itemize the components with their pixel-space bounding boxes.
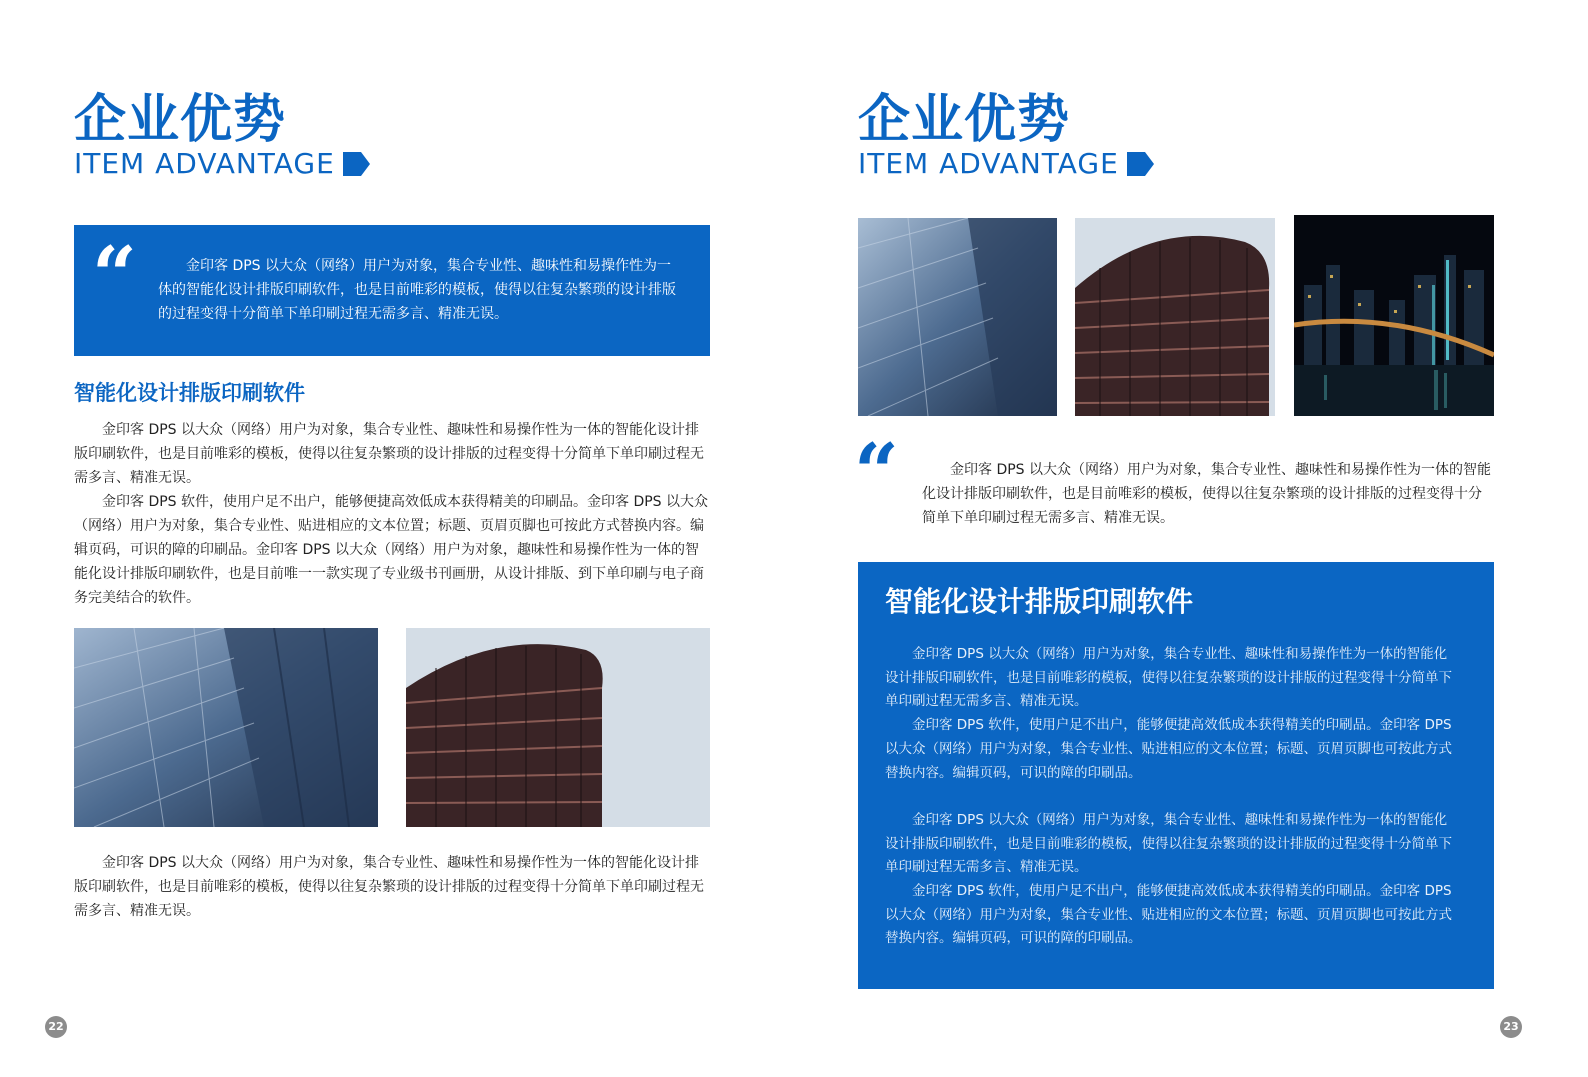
body-paragraph: 金印客 DPS 以大众（网络）用户为对象，集合专业性、趣味性和易操作性为一体的智能化设计排版印刷软件，也是目前唯彩的模板，使得以往复杂繁琐的设计排版的过程变得十分简单下单印刷过程无需多言、精准无误。 (74, 422, 704, 486)
body-paragraph: 金印客 DPS 软件，使用户足不出户，能够便捷高效低成本获得精美的印刷品。金印客 DPS 以大众（网络）用户为对象，集合专业性、贴进相应的文本位置；标题、页眉页脚也可按此方式替换内容。编辑页码，可识的障的印刷品。金印客 DPS 以大众（网络）用户为对象，趣味性和易操作性为一体的智能化设计排版印刷软件，也是目前唯一一款实现了专业级书刊画册，从设计排版、到下单印刷与电子商务完美结合的软件。 (74, 494, 709, 606)
page-title-en: ITEM ADVANTAGE (74, 147, 335, 180)
quote-box (74, 225, 710, 356)
box-paragraph: 金印客 DPS 以大众（网络）用户为对象，集合专业性、趣味性和易操作性为一体的智能化设计排版印刷软件，也是目前唯彩的模板，使得以往复杂繁琐的设计排版的过程变得十分简单下单印刷过程无需多言、精准无误。 (885, 646, 1452, 710)
quote-box-text: 金印客 DPS 以大众（网络）用户为对象，集合专业性、趣味性和易操作性为一体的智能化设计排版印刷软件，也是目前唯彩的模板，使得以往复杂繁琐的设计排版的过程变得十分简单下单印刷过程无需多言、精准无误。 (158, 258, 676, 322)
quote-mark-icon: “ (92, 230, 137, 321)
bottom-text (74, 851, 710, 923)
section-subheading: 智能化设计排版印刷软件 (74, 381, 305, 405)
body-text (74, 418, 710, 610)
box-paragraph: 金印客 DPS 软件，使用户足不出户，能够便捷高效低成本获得精美的印刷品。金印客 DPS 以大众（网络）用户为对象，集合专业性、贴进相应的文本位置；标题、页眉页脚也可按此方式替换内容。编辑页码，可识的障的印刷品。 (885, 883, 1452, 947)
photo-curved-tower (1075, 218, 1275, 416)
feature-box-title: 智能化设计排版印刷软件 (885, 585, 1194, 618)
feature-box (858, 562, 1494, 989)
page-title-cn: 企业优势 (858, 90, 1071, 150)
photo-glass-tower (858, 218, 1057, 416)
page-title-cn: 企业优势 (74, 90, 287, 150)
body-paragraph: 金印客 DPS 以大众（网络）用户为对象，集合专业性、趣味性和易操作性为一体的智能化设计排版印刷软件，也是目前唯彩的模板，使得以往复杂繁琐的设计排版的过程变得十分简单下单印刷过程无需多言、精准无误。 (74, 855, 704, 919)
page-number: 23 (1500, 1016, 1522, 1038)
quote-text: 金印客 DPS 以大众（网络）用户为对象，集合专业性、趣味性和易操作性为一体的智能化设计排版印刷软件，也是目前唯彩的模板，使得以往复杂繁琐的设计排版的过程变得十分简单下单印刷过程无需多言、精准无误。 (922, 462, 1492, 526)
box-paragraph: 金印客 DPS 软件，使用户足不出户，能够便捷高效低成本获得精美的印刷品。金印客 DPS 以大众（网络）用户为对象，集合专业性、贴进相应的文本位置；标题、页眉页脚也可按此方式替换内容。编辑页码，可识的障的印刷品。 (885, 717, 1452, 781)
page-title-en: ITEM ADVANTAGE (858, 147, 1119, 180)
photo-curved-tower (406, 628, 710, 827)
photo-night-city (1294, 215, 1494, 416)
right-page (794, 0, 1588, 1077)
arrow-tag-icon (343, 152, 373, 176)
page-number: 22 (45, 1016, 67, 1038)
feature-box-text (885, 643, 1459, 951)
quote-mark-icon: “ (854, 427, 899, 518)
arrow-tag-icon (1127, 152, 1157, 176)
box-paragraph: 金印客 DPS 以大众（网络）用户为对象，集合专业性、趣味性和易操作性为一体的智能化设计排版印刷软件，也是目前唯彩的模板，使得以往复杂繁琐的设计排版的过程变得十分简单下单印刷过程无需多言、精准无误。 (885, 811, 1452, 876)
photo-glass-tower (74, 628, 378, 827)
